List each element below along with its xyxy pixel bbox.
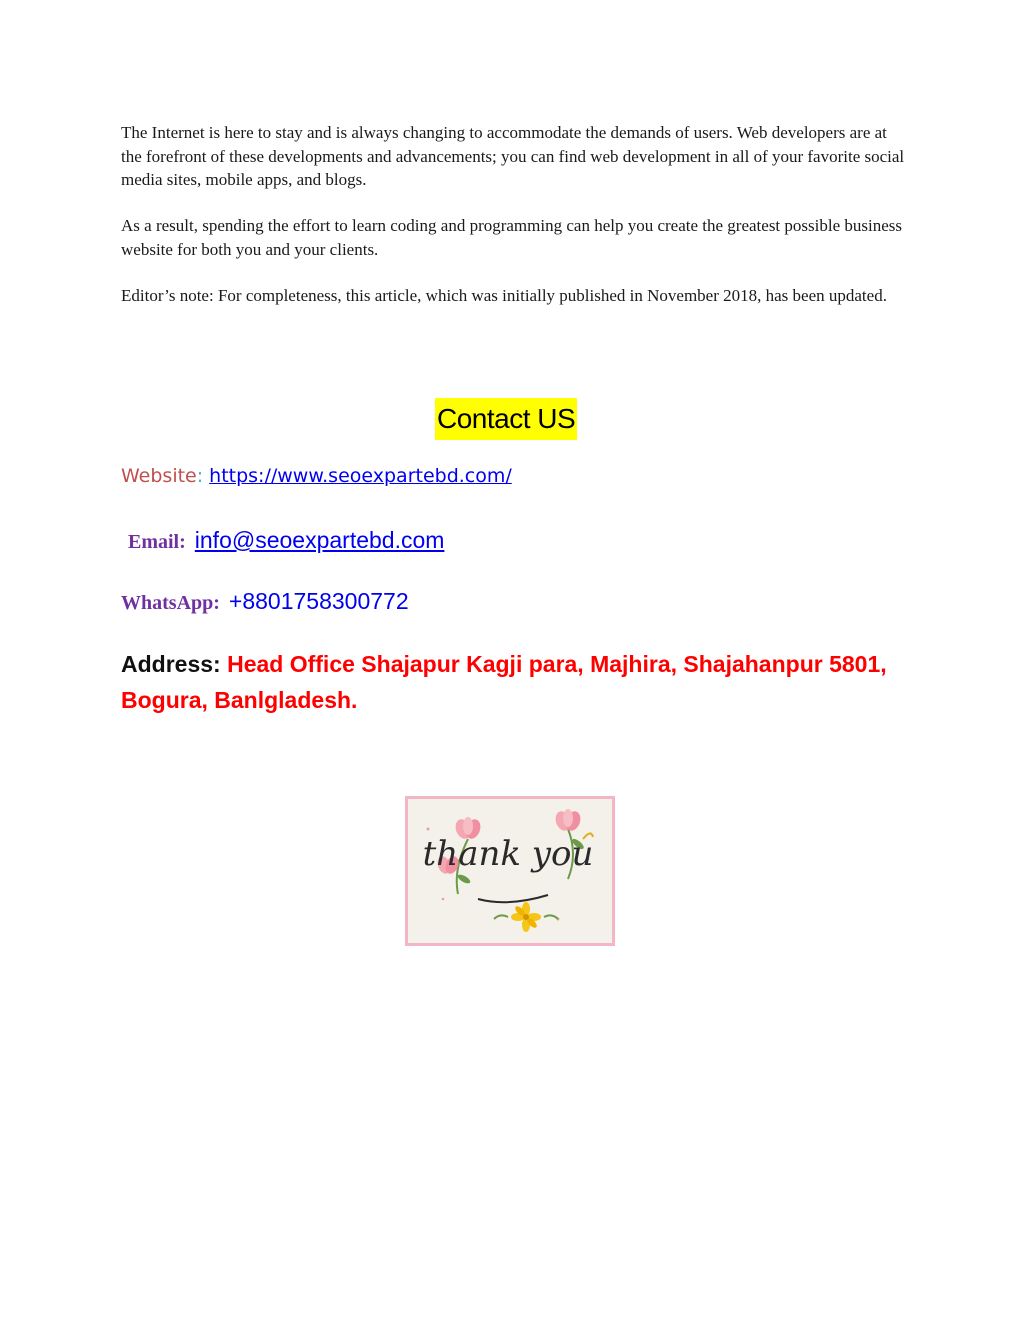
address-value: Head Office Shajapur Kagji para, Majhira, Shajahanpur 5801, Bogura, Banlgladesh. xyxy=(121,651,887,713)
coding-paragraph: As a result, spending the effort to learn coding and programming can help you create the greatest possible business website for both you and your clients. xyxy=(121,216,902,259)
website-colon: : xyxy=(196,465,204,487)
intro-paragraph: The Internet is here to stay and is always changing to accommodate the demands of users. Web developers are at the forefront of these developments and advancements; you can find web development in all of your favorite social media sites, mobile apps, and blogs. xyxy=(121,123,905,189)
thank-you-card xyxy=(405,796,615,946)
email-row xyxy=(128,527,444,554)
email-label: Email: xyxy=(128,531,186,553)
whatsapp-row xyxy=(121,588,409,615)
address-row xyxy=(121,646,921,718)
email-link[interactable]: info@seoexpartebd.com xyxy=(194,527,445,553)
whatsapp-link[interactable]: +8801758300772 xyxy=(228,588,409,614)
editor-note-paragraph: Editor’s note: For completeness, this article, which was initially published in November 2018, has been updated. xyxy=(121,286,887,305)
thank-you-illustration xyxy=(408,799,612,943)
website-label: Website xyxy=(121,465,197,487)
contact-us-heading: Contact US xyxy=(435,398,577,440)
website-row xyxy=(121,465,512,487)
website-link[interactable]: https://www.seoexpartebd.com/ xyxy=(209,465,512,487)
address-label: Address: xyxy=(121,651,221,677)
flower-icon xyxy=(553,809,583,833)
thank-you-text: thank you xyxy=(422,834,594,874)
whatsapp-label: WhatsApp: xyxy=(121,592,220,614)
sunflower-icon xyxy=(511,902,541,932)
